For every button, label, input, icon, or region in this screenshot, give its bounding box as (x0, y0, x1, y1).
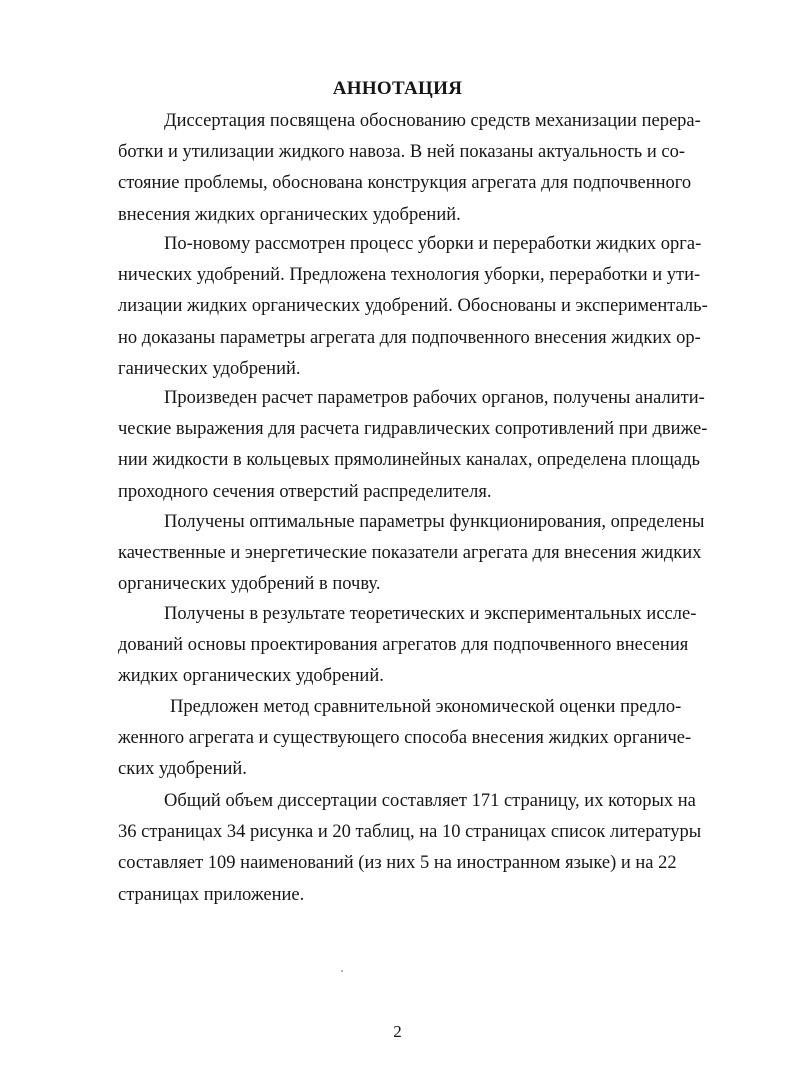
paragraph-dissertation-topic (118, 106, 718, 231)
paragraph-process-review (118, 229, 718, 385)
text-line: проходного сечения отверстий распределителя. (118, 481, 492, 502)
text-line: Получены оптимальные параметры функционирования, определены (164, 512, 705, 532)
page-title: АННОТАЦИЯ (332, 78, 463, 99)
paragraph-calculation (118, 383, 718, 508)
text-line: внесения жидких органических удобрений. (118, 204, 461, 225)
paragraph-economic-evaluation (118, 692, 718, 786)
text-line: 36 страницах 34 рисунка и 20 таблиц, на 10 страницах список литературы (118, 822, 702, 843)
text-line: страницах приложение. (118, 884, 305, 905)
text-line: органических удобрений в почву. (118, 574, 381, 595)
text-line: ботки и утилизации жидкого навоза. В ней показаны актуальность и со- (118, 142, 685, 163)
text-line: ганических удобрений. (118, 358, 301, 379)
text-line: Получены в результате теоретических и экспериментальных иссле- (164, 604, 697, 624)
text-line: нии жидкости в кольцевых прямолинейных каналах, определена площадь (118, 450, 700, 471)
paragraph-volume-summary (118, 786, 718, 911)
text-line: качественные и энергетические показатели агрегата для внесения жидких (118, 543, 702, 564)
scan-speck (341, 970, 343, 972)
text-line: жидких органических удобрений. (118, 666, 384, 687)
text-line: стояние проблемы, обоснована конструкция агрегата для подпочвенного (118, 173, 692, 194)
text-line: Предложен метод сравнительной экономической оценки предло- (170, 697, 682, 717)
text-line: дований основы проектирования агрегатов для подпочвенного внесения (118, 635, 689, 656)
text-line: ских удобрений. (118, 759, 247, 780)
text-line: лизации жидких органических удобрений. Обоснованы и эксперименталь- (118, 296, 708, 317)
text-line: женного агрегата и существующего способа внесения жидких органиче- (118, 728, 692, 749)
page-number: 2 (393, 1022, 402, 1041)
text-line: нических удобрений. Предложена технология уборки, переработки и ути- (118, 265, 701, 286)
text-line: но доказаны параметры агрегата для подпочвенного внесения жидких ор- (118, 327, 701, 348)
text-line: По-новому рассмотрен процесс уборки и переработки жидких орга- (164, 234, 702, 254)
text-line: Произведен расчет параметров рабочих органов, получены аналити- (164, 388, 705, 408)
text-line: ческие выражения для расчета гидравлических сопротивлений при движе- (118, 419, 708, 440)
paragraph-optimal-parameters (118, 507, 718, 601)
text-line: Общий объем диссертации составляет 171 страницу, их которых на (164, 791, 696, 811)
text-line: составляет 109 наименований (из них 5 на иностранном языке) и на 22 (118, 853, 677, 874)
text-line: Диссертация посвящена обоснованию средств механизации перера- (164, 111, 701, 131)
paragraph-design-basis (118, 599, 718, 693)
